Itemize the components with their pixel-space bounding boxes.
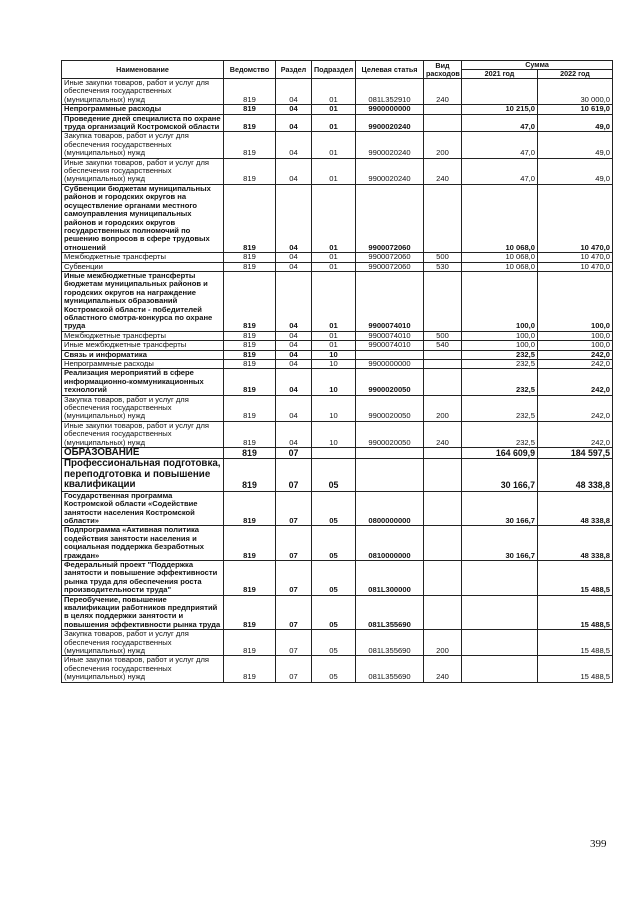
row-razdel-cell: 04 <box>276 253 312 262</box>
row-vid-cell: 500 <box>424 331 462 340</box>
row-podrazdel-cell: 01 <box>312 158 356 184</box>
row-razdel-cell: 07 <box>276 526 312 561</box>
table-row <box>62 79 613 105</box>
row-year2-cell: 15 488,5 <box>538 630 613 656</box>
row-year2-cell: 242,0 <box>538 350 613 359</box>
row-year1-cell: 100,0 <box>462 271 538 331</box>
row-year1-cell: 30 166,7 <box>462 491 538 526</box>
row-vedomstvo-cell: 819 <box>224 114 276 132</box>
table-row <box>62 459 613 491</box>
row-year2-cell: 10 470,0 <box>538 253 613 262</box>
row-razdel-cell: 04 <box>276 341 312 350</box>
row-year1-cell: 100,0 <box>462 331 538 340</box>
row-name-cell: Иные закупки товаров, работ и услуг для обеспечения государственных (муниципальных) нужд <box>62 656 224 682</box>
col-razdel-header: Раздел <box>276 61 312 79</box>
row-year2-cell: 48 338,8 <box>538 491 613 526</box>
row-year1-cell: 232,5 <box>462 360 538 369</box>
row-razdel-cell: 04 <box>276 114 312 132</box>
row-year2-cell: 184 597,5 <box>538 448 613 459</box>
row-razdel-cell: 04 <box>276 79 312 105</box>
budget-sheet <box>61 60 612 683</box>
row-year1-cell: 164 609,9 <box>462 448 538 459</box>
row-name-cell: Иные закупки товаров, работ и услуг для обеспечения государственных (муниципальных) нужд <box>62 158 224 184</box>
row-year1-cell: 47,0 <box>462 158 538 184</box>
row-vid-cell: 200 <box>424 630 462 656</box>
page-number: 399 <box>590 838 607 850</box>
table-row <box>62 630 613 656</box>
row-target-cell: 9900074010 <box>356 271 424 331</box>
table-row <box>62 253 613 262</box>
table-row <box>62 271 613 331</box>
row-vid-cell <box>424 560 462 595</box>
row-year1-cell: 10 215,0 <box>462 105 538 114</box>
row-razdel-cell: 07 <box>276 595 312 630</box>
col-summa-header: Сумма <box>462 61 613 70</box>
row-razdel-cell: 07 <box>276 448 312 459</box>
row-year1-cell <box>462 79 538 105</box>
row-podrazdel-cell: 01 <box>312 331 356 340</box>
row-podrazdel-cell: 05 <box>312 491 356 526</box>
row-year1-cell: 100,0 <box>462 341 538 350</box>
row-razdel-cell: 07 <box>276 459 312 491</box>
row-name-cell: Непрограммные расходы <box>62 105 224 114</box>
row-name-cell: Иные закупки товаров, работ и услуг для обеспечения государственных (муниципальных) нужд <box>62 421 224 447</box>
row-vid-cell <box>424 526 462 561</box>
row-vedomstvo-cell: 819 <box>224 369 276 395</box>
row-vedomstvo-cell: 819 <box>224 350 276 359</box>
row-podrazdel-cell: 01 <box>312 79 356 105</box>
table-row <box>62 132 613 158</box>
row-name-cell: Закупка товаров, работ и услуг для обеспечения государственных (муниципальных) нужд <box>62 630 224 656</box>
row-vid-cell: 240 <box>424 79 462 105</box>
row-name-cell: Федеральный проект "Поддержка занятости и повышение эффективности рынка труда для обеспечения роста производительности труда" <box>62 560 224 595</box>
table-row <box>62 448 613 459</box>
row-vid-cell <box>424 114 462 132</box>
row-target-cell: 9900072060 <box>356 253 424 262</box>
row-podrazdel-cell: 01 <box>312 262 356 271</box>
row-year1-cell <box>462 630 538 656</box>
row-vid-cell: 530 <box>424 262 462 271</box>
row-razdel-cell: 07 <box>276 560 312 595</box>
row-vedomstvo-cell: 819 <box>224 630 276 656</box>
row-vid-cell <box>424 595 462 630</box>
row-target-cell: 9900020050 <box>356 421 424 447</box>
row-razdel-cell: 04 <box>276 421 312 447</box>
row-vid-cell: 240 <box>424 421 462 447</box>
row-vid-cell <box>424 491 462 526</box>
row-year2-cell: 49,0 <box>538 158 613 184</box>
row-year2-cell: 242,0 <box>538 395 613 421</box>
row-target-cell: 081L352910 <box>356 79 424 105</box>
row-vedomstvo-cell: 819 <box>224 421 276 447</box>
row-podrazdel-cell: 10 <box>312 350 356 359</box>
row-razdel-cell: 04 <box>276 132 312 158</box>
row-year1-cell: 10 068,0 <box>462 253 538 262</box>
row-vedomstvo-cell: 819 <box>224 79 276 105</box>
row-vid-cell <box>424 350 462 359</box>
row-year2-cell: 15 488,5 <box>538 560 613 595</box>
row-podrazdel-cell: 05 <box>312 459 356 491</box>
row-podrazdel-cell: 01 <box>312 253 356 262</box>
row-razdel-cell: 07 <box>276 491 312 526</box>
row-podrazdel-cell: 10 <box>312 421 356 447</box>
row-name-cell: Закупка товаров, работ и услуг для обеспечения государственных (муниципальных) нужд <box>62 395 224 421</box>
row-razdel-cell: 04 <box>276 184 312 252</box>
row-year2-cell: 15 488,5 <box>538 595 613 630</box>
row-vedomstvo-cell: 819 <box>224 560 276 595</box>
table-header <box>62 61 613 79</box>
row-name-cell: Связь и информатика <box>62 350 224 359</box>
table-row <box>62 114 613 132</box>
table-row <box>62 341 613 350</box>
row-razdel-cell: 04 <box>276 369 312 395</box>
row-year2-cell: 100,0 <box>538 271 613 331</box>
row-year1-cell: 47,0 <box>462 114 538 132</box>
row-target-cell <box>356 459 424 491</box>
row-razdel-cell: 04 <box>276 105 312 114</box>
row-vid-cell: 500 <box>424 253 462 262</box>
table-row <box>62 184 613 252</box>
col-vedomstvo-header: Ведомство <box>224 61 276 79</box>
row-razdel-cell: 04 <box>276 350 312 359</box>
row-vid-cell <box>424 459 462 491</box>
row-target-cell: 9900072060 <box>356 262 424 271</box>
row-vedomstvo-cell: 819 <box>224 331 276 340</box>
row-year2-cell: 100,0 <box>538 331 613 340</box>
row-target-cell: 081L355690 <box>356 630 424 656</box>
row-podrazdel-cell: 05 <box>312 630 356 656</box>
row-vid-cell <box>424 184 462 252</box>
row-razdel-cell: 04 <box>276 271 312 331</box>
row-name-cell: Проведение дней специалиста по охране труда организаций Костромской области <box>62 114 224 132</box>
row-name-cell: Переобучение, повышение квалификации работников предприятий в целях поддержки занятости и повышения эффективности рынка труда <box>62 595 224 630</box>
row-vid-cell: 240 <box>424 656 462 682</box>
row-year1-cell: 232,5 <box>462 369 538 395</box>
row-year1-cell: 47,0 <box>462 132 538 158</box>
row-year2-cell: 10 470,0 <box>538 184 613 252</box>
row-year2-cell: 15 488,5 <box>538 656 613 682</box>
row-year2-cell: 242,0 <box>538 360 613 369</box>
row-year2-cell: 10 470,0 <box>538 262 613 271</box>
table-row <box>62 595 613 630</box>
row-podrazdel-cell: 01 <box>312 341 356 350</box>
row-podrazdel-cell: 05 <box>312 560 356 595</box>
row-vedomstvo-cell: 819 <box>224 262 276 271</box>
col-year2-header: 2022 год <box>538 70 613 79</box>
row-razdel-cell: 04 <box>276 158 312 184</box>
row-podrazdel-cell: 10 <box>312 369 356 395</box>
row-name-cell: Непрограммные расходы <box>62 360 224 369</box>
row-name-cell: Межбюджетные трансферты <box>62 331 224 340</box>
row-vid-cell: 540 <box>424 341 462 350</box>
row-target-cell: 081L300000 <box>356 560 424 595</box>
table-row <box>62 491 613 526</box>
row-podrazdel-cell: 01 <box>312 132 356 158</box>
row-podrazdel-cell: 01 <box>312 114 356 132</box>
row-vid-cell: 200 <box>424 132 462 158</box>
col-target-header: Целевая статья <box>356 61 424 79</box>
row-year2-cell: 49,0 <box>538 132 613 158</box>
row-target-cell <box>356 448 424 459</box>
row-vedomstvo-cell: 819 <box>224 341 276 350</box>
row-name-cell: Иные закупки товаров, работ и услуг для обеспечения государственных (муниципальных) нужд <box>62 79 224 105</box>
row-target-cell: 0800000000 <box>356 491 424 526</box>
row-year1-cell: 10 068,0 <box>462 184 538 252</box>
row-name-cell: Межбюджетные трансферты <box>62 253 224 262</box>
col-vid-header: Вид расходов <box>424 61 462 79</box>
table-row <box>62 560 613 595</box>
row-year1-cell: 232,5 <box>462 395 538 421</box>
row-vedomstvo-cell: 819 <box>224 184 276 252</box>
row-name-cell: Иные межбюджетные трансферты <box>62 341 224 350</box>
row-vedomstvo-cell: 819 <box>224 253 276 262</box>
row-name-cell: Реализация мероприятий в сфере информационно-коммуникационных технологий <box>62 369 224 395</box>
row-vedomstvo-cell: 819 <box>224 395 276 421</box>
row-razdel-cell: 07 <box>276 630 312 656</box>
row-target-cell: 0810000000 <box>356 526 424 561</box>
row-podrazdel-cell: 05 <box>312 526 356 561</box>
row-razdel-cell: 04 <box>276 360 312 369</box>
row-year2-cell: 30 000,0 <box>538 79 613 105</box>
row-vedomstvo-cell: 819 <box>224 360 276 369</box>
col-name-header: Наименование <box>62 61 224 79</box>
row-year1-cell <box>462 560 538 595</box>
budget-table <box>61 60 613 683</box>
table-body <box>62 79 613 683</box>
row-name-cell: Государственная программа Костромской области «Содействие занятости населения Костромской области» <box>62 491 224 526</box>
row-podrazdel-cell: 10 <box>312 395 356 421</box>
row-name-cell: Подпрограмма «Активная политика содействия занятости населения и социальная поддержка безработных граждан» <box>62 526 224 561</box>
row-name-cell: Субвенции <box>62 262 224 271</box>
row-target-cell: 9900074010 <box>356 341 424 350</box>
row-year2-cell: 242,0 <box>538 369 613 395</box>
row-vedomstvo-cell: 819 <box>224 656 276 682</box>
row-year1-cell: 232,5 <box>462 350 538 359</box>
row-razdel-cell: 07 <box>276 656 312 682</box>
row-razdel-cell: 04 <box>276 395 312 421</box>
row-year2-cell: 48 338,8 <box>538 459 613 491</box>
row-target-cell: 9900072060 <box>356 184 424 252</box>
row-target-cell: 9900020240 <box>356 158 424 184</box>
row-year1-cell: 10 068,0 <box>462 262 538 271</box>
row-target-cell: 9900020050 <box>356 369 424 395</box>
table-row <box>62 421 613 447</box>
row-year2-cell: 100,0 <box>538 341 613 350</box>
row-razdel-cell: 04 <box>276 331 312 340</box>
row-podrazdel-cell <box>312 448 356 459</box>
row-podrazdel-cell: 05 <box>312 656 356 682</box>
row-target-cell: 9900074010 <box>356 331 424 340</box>
row-vedomstvo-cell: 819 <box>224 448 276 459</box>
row-target-cell: 9900000000 <box>356 105 424 114</box>
row-vid-cell <box>424 105 462 114</box>
row-vedomstvo-cell: 819 <box>224 271 276 331</box>
table-row <box>62 369 613 395</box>
row-year2-cell: 48 338,8 <box>538 526 613 561</box>
table-row <box>62 395 613 421</box>
header-row <box>62 61 613 70</box>
row-vid-cell: 240 <box>424 158 462 184</box>
row-year1-cell: 30 166,7 <box>462 459 538 491</box>
row-target-cell: 081L355690 <box>356 656 424 682</box>
row-podrazdel-cell: 01 <box>312 271 356 331</box>
row-target-cell: 9900020240 <box>356 132 424 158</box>
row-name-cell: ОБРАЗОВАНИЕ <box>62 448 224 459</box>
row-name-cell: Закупка товаров, работ и услуг для обеспечения государственных (муниципальных) нужд <box>62 132 224 158</box>
row-podrazdel-cell: 10 <box>312 360 356 369</box>
table-row <box>62 105 613 114</box>
row-vedomstvo-cell: 819 <box>224 526 276 561</box>
table-row <box>62 158 613 184</box>
row-vedomstvo-cell: 819 <box>224 491 276 526</box>
row-vid-cell <box>424 369 462 395</box>
row-target-cell: 9900000000 <box>356 360 424 369</box>
row-year1-cell: 232,5 <box>462 421 538 447</box>
row-vid-cell <box>424 360 462 369</box>
row-year2-cell: 10 619,0 <box>538 105 613 114</box>
row-podrazdel-cell: 01 <box>312 184 356 252</box>
row-vedomstvo-cell: 819 <box>224 595 276 630</box>
row-name-cell: Иные межбюджетные трансферты бюджетам муниципальных районов и городских округов на награждение муниципальных образований Костромской области - победителей областного смотра-конкурса по охране труда <box>62 271 224 331</box>
row-razdel-cell: 04 <box>276 262 312 271</box>
row-year1-cell <box>462 595 538 630</box>
row-vedomstvo-cell: 819 <box>224 158 276 184</box>
table-row <box>62 526 613 561</box>
row-vid-cell: 200 <box>424 395 462 421</box>
row-podrazdel-cell: 01 <box>312 105 356 114</box>
row-target-cell: 9900020240 <box>356 114 424 132</box>
row-vid-cell <box>424 448 462 459</box>
row-year2-cell: 242,0 <box>538 421 613 447</box>
row-year1-cell <box>462 656 538 682</box>
row-target-cell: 9900020050 <box>356 395 424 421</box>
row-target-cell: 081L355690 <box>356 595 424 630</box>
row-vedomstvo-cell: 819 <box>224 459 276 491</box>
row-vedomstvo-cell: 819 <box>224 132 276 158</box>
row-vid-cell <box>424 271 462 331</box>
table-row <box>62 656 613 682</box>
row-year2-cell: 49,0 <box>538 114 613 132</box>
row-name-cell: Субвенции бюджетам муниципальных районов и городских округов на осуществление органами местного самоуправления муниципальных районов и городских округов государственных полномочий по решению вопросов в сфере трудовых отношений <box>62 184 224 252</box>
col-podrazdel-header: Подраздел <box>312 61 356 79</box>
row-year1-cell: 30 166,7 <box>462 526 538 561</box>
row-vedomstvo-cell: 819 <box>224 105 276 114</box>
col-year1-header: 2021 год <box>462 70 538 79</box>
row-podrazdel-cell: 05 <box>312 595 356 630</box>
row-name-cell: Профессиональная подготовка, переподготовка и повышение квалификации <box>62 459 224 491</box>
